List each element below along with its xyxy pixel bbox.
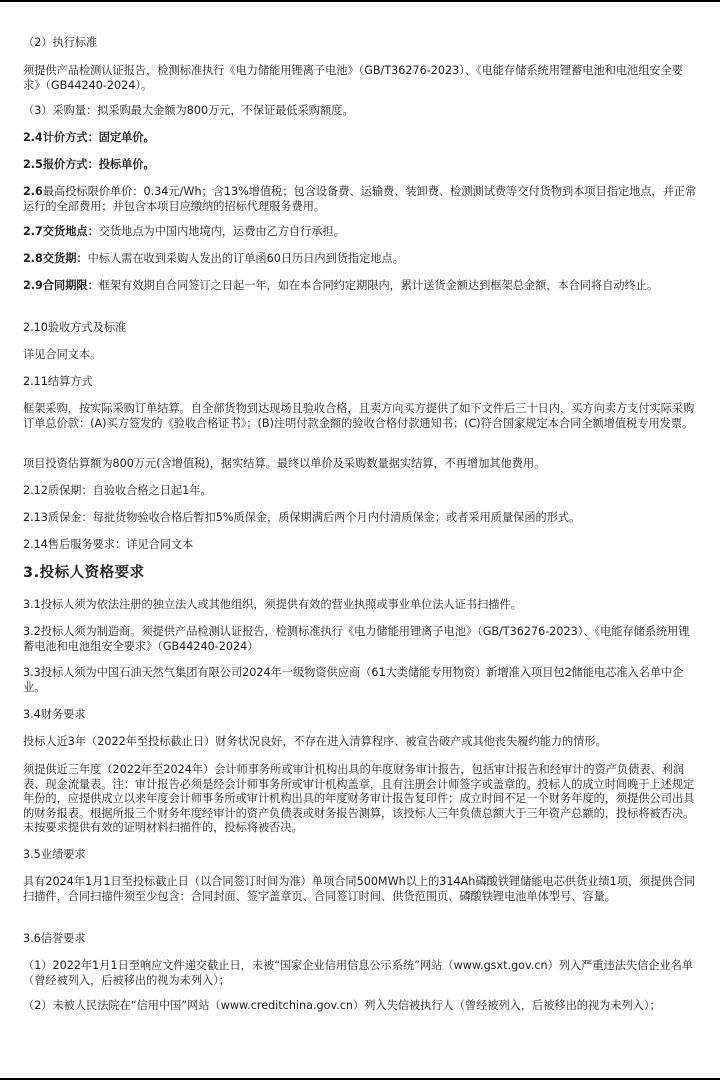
section-heading: 3.投标人资格要求 bbox=[23, 565, 145, 581]
paragraph: 3.6信誉要求 bbox=[23, 932, 86, 945]
paragraph: 项目投资估算额为800万元(含增值税)，据实结算。最终以单价及采购数量据实结算，不再增加其他费用。 bbox=[23, 457, 546, 470]
clause-text: 交货地点为中国内地境内，运费由乙方自行承担。 bbox=[98, 225, 345, 238]
paragraph: 2.14售后服务要求：详见合同文本 bbox=[23, 538, 194, 551]
paragraph: 3.1投标人须为依法注册的独立法人或其他组织，须提供有效的营业执照或事业单位法人证书扫描件。 bbox=[23, 598, 522, 611]
clause-paragraph bbox=[23, 131, 699, 146]
clause-label: 2.4计价方式：固定单价。 bbox=[23, 131, 155, 144]
paragraph: 详见合同文本。 bbox=[23, 348, 102, 361]
paragraph: 2.10验收方式及标准 bbox=[23, 321, 127, 334]
clause-label: 2.7交货地点： bbox=[23, 225, 99, 238]
clause-text: 最高投标限价单价：0.34元/Wh；含13%增值税；包含设备费、运输费、装卸费、检测测试费等交付货物到本项目指定地点，并正常运行的全部费用；并包含本项目应缴纳的招标代理服务费用。 bbox=[23, 185, 697, 213]
clause-paragraph bbox=[23, 252, 699, 267]
paragraph: 3.2投标人须为制造商。须提供产品检测认证报告，检测标准执行《电力储能用锂离子电池》（GB/T36276-2023）、《电能存储系统用锂蓄电池和电池组安全要求》（GB44240-2024） bbox=[23, 625, 690, 653]
clause-text: 中标人需在收到采购人发出的订单函60日历日内到货指定地点。 bbox=[87, 252, 404, 265]
paragraph: 须提供产品检测认证报告，检测标准执行《电力储能用锂离子电池》（GB/T36276-2023）、《电能存储系统用锂蓄电池和电池组安全要求》（GB44240-2024）。 bbox=[23, 64, 683, 92]
clause-label: 2.5报价方式：投标单价。 bbox=[23, 158, 155, 171]
clause-paragraph bbox=[23, 279, 699, 294]
paragraph: 3.5业绩要求 bbox=[23, 848, 86, 861]
paragraph: 投标人近3年（2022年至投标截止日）财务状况良好，不存在进入清算程序、被宣告破产或其他丧失履约能力的情形。 bbox=[23, 735, 607, 748]
clause-label: 2.6 bbox=[23, 185, 43, 198]
paragraph: 框架采购，按实际采购订单结算。自全部货物到达现场且验收合格，且卖方向买方提供了如下文件后三十日内，买方向卖方支付实际采购订单总价款：(A)买方签发的《验收合格证书》；(B)注明付款金额的验收合格付款通知书；(C)符合国家规定本合同全额增值税专用发票。 bbox=[23, 402, 695, 430]
top-border bbox=[0, 0, 720, 2]
clause-label: 2.8交货期： bbox=[23, 252, 88, 265]
paragraph: （2）执行标准 bbox=[23, 36, 98, 49]
paragraph: 3.4财务要求 bbox=[23, 708, 86, 721]
paragraph: 3.3投标人须为中国石油天然气集团有限公司2024年一级物资供应商（61大类储能专用物资）新增准入项目包2储能电芯准入名单中企业。 bbox=[23, 666, 684, 694]
paragraph: 须提供近三年度（2022年至2024年）会计师事务所或审计机构出具的年度财务审计报告，包括审计报告和经审计的资产负债表、利润表、现金流量表。注：审计报告必须是经会计师事务所或审计机构盖章，且有注册会计师签字或盖章的。投标人的成立时间晚于上述规定年份的，应提供成立以来年度会计师事务所或审计机构出具的年度财务审计报告复印件；成立时间不足一个财务年度的，须提供公司出具的财务报表。根据所报三个财务年度经审计的资产负债表或财务报告测算，该投标人三年负债总额大于三年资产总额的，投标将被否决。未按要求提供有效的证明材料扫描件的，投标将被否决。 bbox=[23, 763, 695, 834]
clause-paragraph bbox=[23, 158, 699, 173]
clause-paragraph bbox=[23, 185, 699, 214]
clause-text: 框架有效期自合同签订之日起一年，如在本合同约定期限内，累计送货金额达到框架总金额，本合同将自动终止。 bbox=[98, 279, 659, 292]
paragraph: （3）采购量：拟采购最大金额为800万元，不保证最低采购额度。 bbox=[23, 104, 354, 117]
paragraph: 2.12质保期：自验收合格之日起1年。 bbox=[23, 484, 212, 497]
paragraph: 具有2024年1月1日至投标截止日（以合同签订时间为准）单项合同500MWh以上的314Ah磷酸铁锂储能电芯供货业绩1项，须提供合同扫描件，合同扫描件须至少包含：合同封面、签字盖章页、合同签订时间、供货范围页、磷酸铁锂电池单体型号、容量。 bbox=[23, 875, 696, 903]
paragraph: （1）2022年1月1日至响应文件递交截止日，未被“国家企业信用信息公示系统”网站（www.gsxt.gov.cn）列入严重违法失信企业名单（曾经被列入，后被移出的视为未列入）； bbox=[23, 959, 694, 987]
paragraph: （2）未被人民法院在“信用中国”网站（www.creditchina.gov.cn）列入失信被执行人（曾经被列入，后被移出的视为未列入）； bbox=[23, 999, 661, 1012]
paragraph: 2.11结算方式 bbox=[23, 375, 93, 388]
paragraph: 2.13质保金：每批货物验收合格后暂扣5%质保金，质保期满后两个月内付清质保金；或者采用质量保函的形式。 bbox=[23, 511, 581, 524]
clause-label: 2.9合同期限： bbox=[23, 279, 99, 292]
clause-paragraph bbox=[23, 225, 699, 240]
